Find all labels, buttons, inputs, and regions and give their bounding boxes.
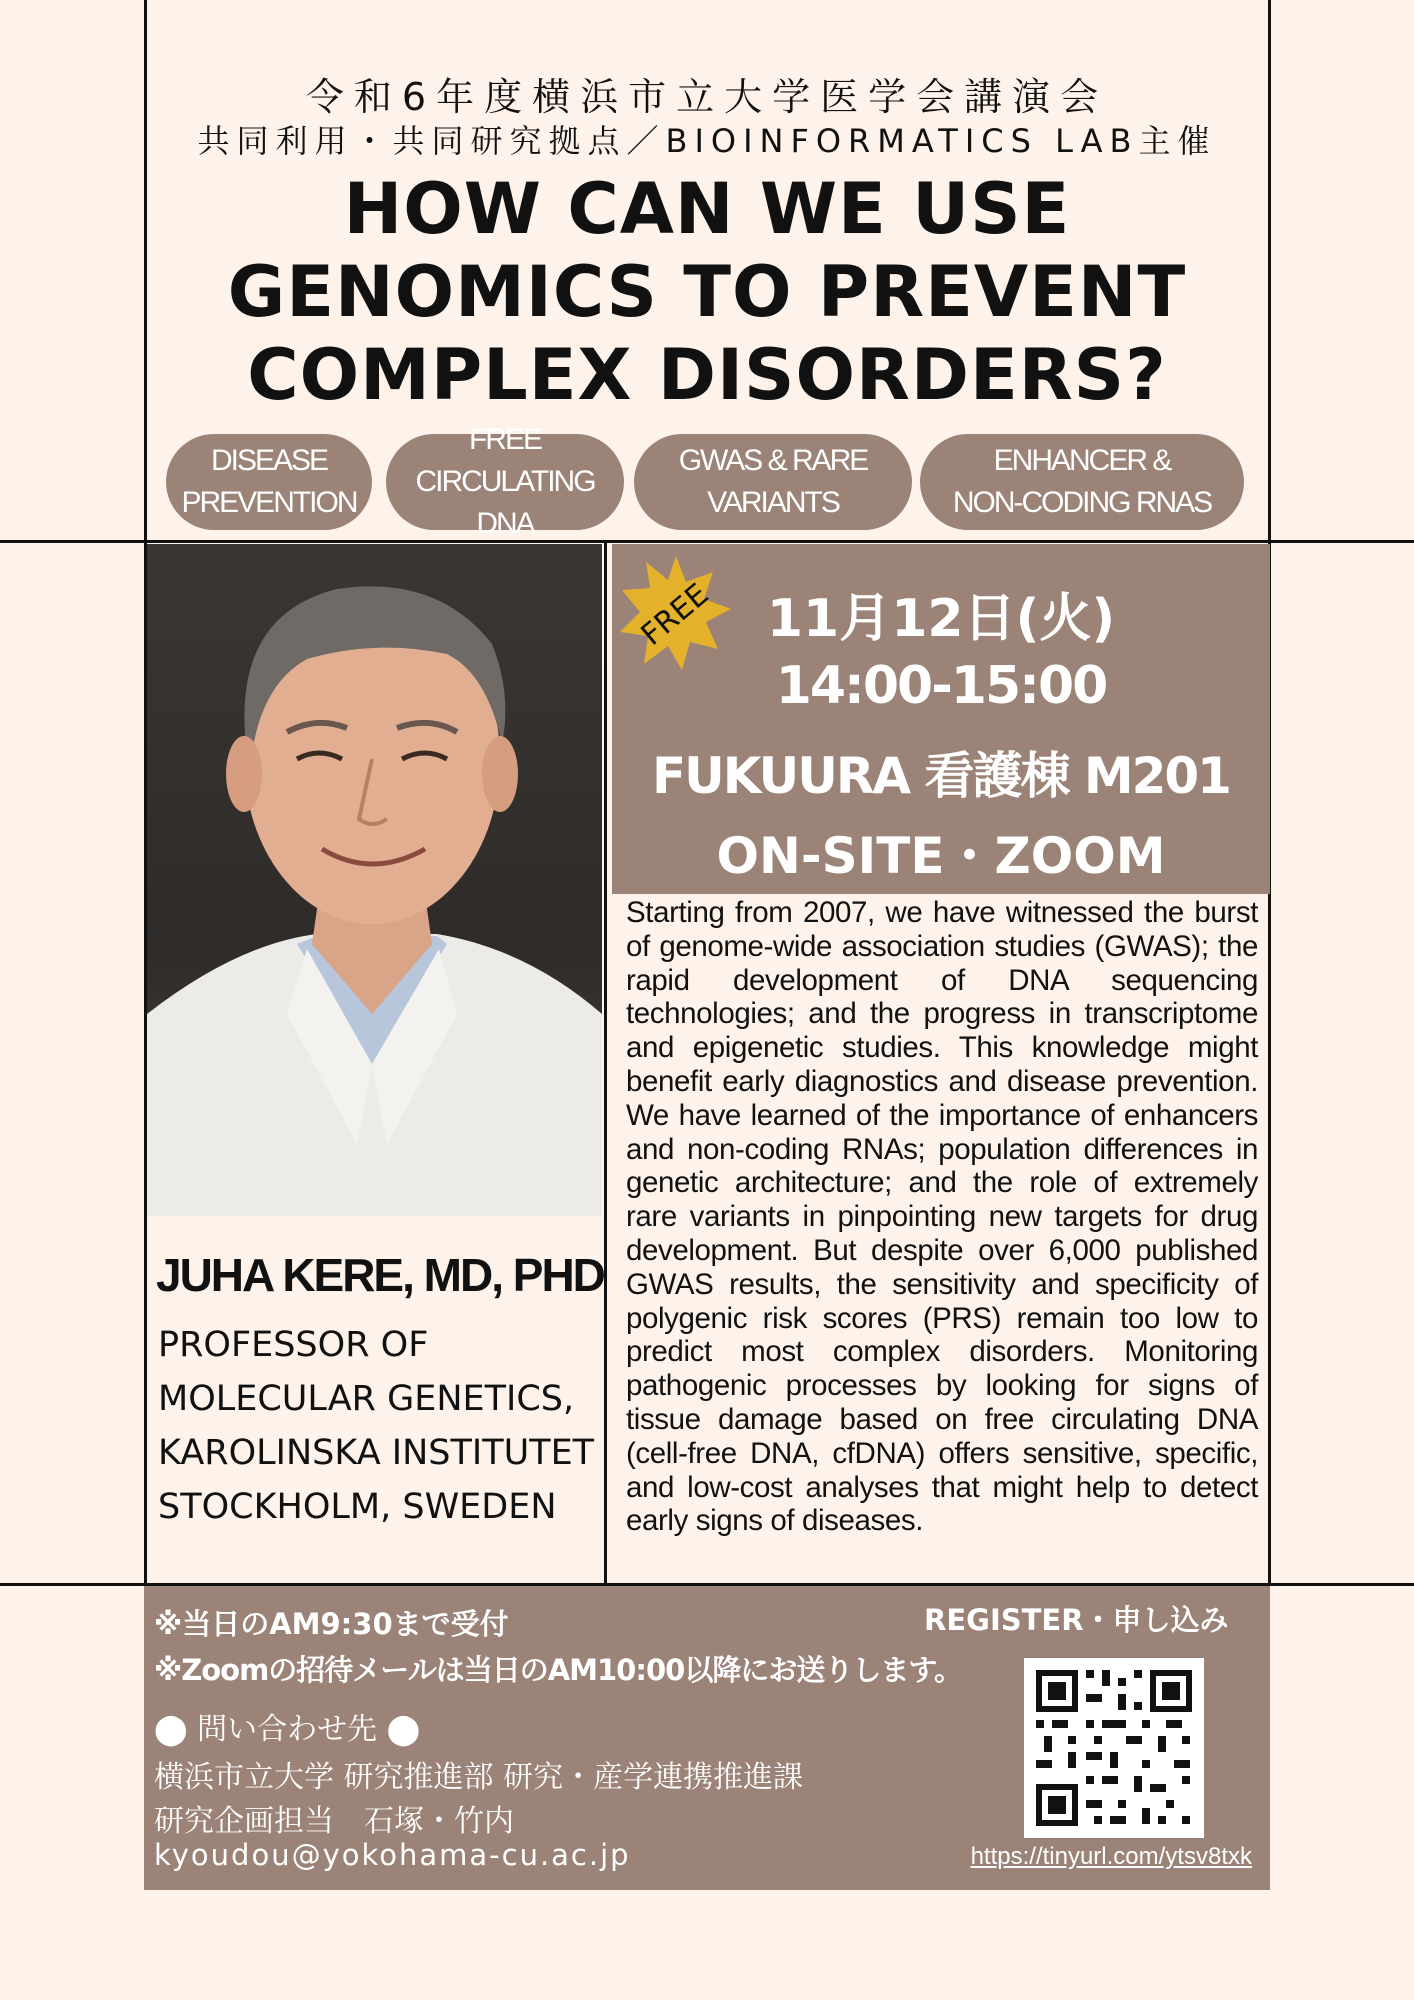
title-line-1: HOW CAN WE USE [343,168,1071,250]
organizer-line-1: 令和6年度横浜市立大学医学会講演会 [305,75,1109,119]
register-label: REGISTER・申し込み [924,1603,1229,1637]
affiliation-line: KAROLINSKA INSTITUTET [158,1433,595,1473]
speaker-affiliation [158,1318,594,1534]
event-time: 14:00-15:00 [775,656,1107,716]
organizer-line-2: 共同利用・共同研究拠点／BIOINFORMATICS LAB主催 [197,122,1217,160]
tag-enhancer-noncoding [920,434,1244,530]
title-line-3: COMPLEX DISORDERS? [247,334,1167,416]
registration-qr-code[interactable] [1024,1658,1204,1838]
event-date: 11月12日(火) [766,589,1116,649]
contact-office: 横浜市立大学 研究推進部 研究・産学連携推進課 [154,1760,804,1795]
tag-gwas-rare-variants [634,434,912,530]
grid-line-top [0,540,1414,543]
free-badge-label: FREE [634,577,716,653]
tag-free-circulating-dna [386,423,624,540]
contact-email[interactable]: kyoudou@yokohama-cu.ac.jp [154,1838,631,1872]
main-title [144,168,1270,417]
footer-panel [144,1586,1270,1890]
affiliation-line: STOCKHOLM, SWEDEN [158,1487,557,1527]
speaker-photo [147,544,602,1216]
tag-line: FREE [468,423,541,456]
affiliation-line: MOLECULAR GENETICS, [158,1379,575,1419]
contact-heading: ⬤ 問い合わせ先 ⬤ [154,1712,421,1747]
tag-line: GWAS & RARE [678,444,868,477]
grid-line-middle [604,540,607,1586]
registration-link[interactable]: https://tinyurl.com/ytsv8txk [970,1843,1252,1870]
tag-line: DISEASE [210,444,328,477]
event-mode: ON-SITE・ZOOM [716,827,1166,885]
tag-disease-prevention [166,434,372,530]
tag-line: ENHANCER & [993,444,1171,477]
speaker-name: JUHA KERE, MD, PHD [156,1249,604,1301]
reception-note: ※当日のAM9:30まで受付 [154,1607,509,1641]
qr-code-icon [1024,1658,1204,1838]
event-info-panel [612,544,1270,894]
title-line-2: GENOMICS TO PREVENT [227,251,1187,333]
tag-line: NON-CODING RNAS [952,486,1212,519]
contact-persons: 研究企画担当 石塚・竹内 [154,1804,514,1839]
affiliation-line: PROFESSOR OF [158,1325,429,1365]
speaker-portrait-illustration [147,544,602,1216]
tag-line: VARIANTS [707,486,839,519]
abstract-text: Starting from 2007, we have witnessed the burst of genome-wide association studies (GWAS); the rapid development of DNA sequencing technologies; and the progress in transcriptome and epigenetic studies. This knowledge might benefit early diagnostics and disease prevention. We have learned of the importance of enhancers and non-coding RNAs; population differences in genetic architecture; and the role of extremely rare variants in pinpointing new targets for drug development. But despite over 6,000 published GWAS results, the sensitivity and specificity of polygenic risk scores (PRS) remain too low to predict most complex disorders. Monitoring pathogenic processes by looking for signs of tissue damage based on free circulating DNA (cell-free DNA, cfDNA) offers sensitive, specific, and low-cost analyses that might help to detect early signs of diseases. [626,896,1258,1538]
zoom-note: ※Zoomの招待メールは当日のAM10:00以降にお送りします。 [154,1653,962,1687]
tag-line: CIRCULATING DNA [415,465,595,540]
tag-line: PREVENTION [181,486,357,519]
event-venue: FUKUURA 看護棟 M201 [652,747,1230,805]
